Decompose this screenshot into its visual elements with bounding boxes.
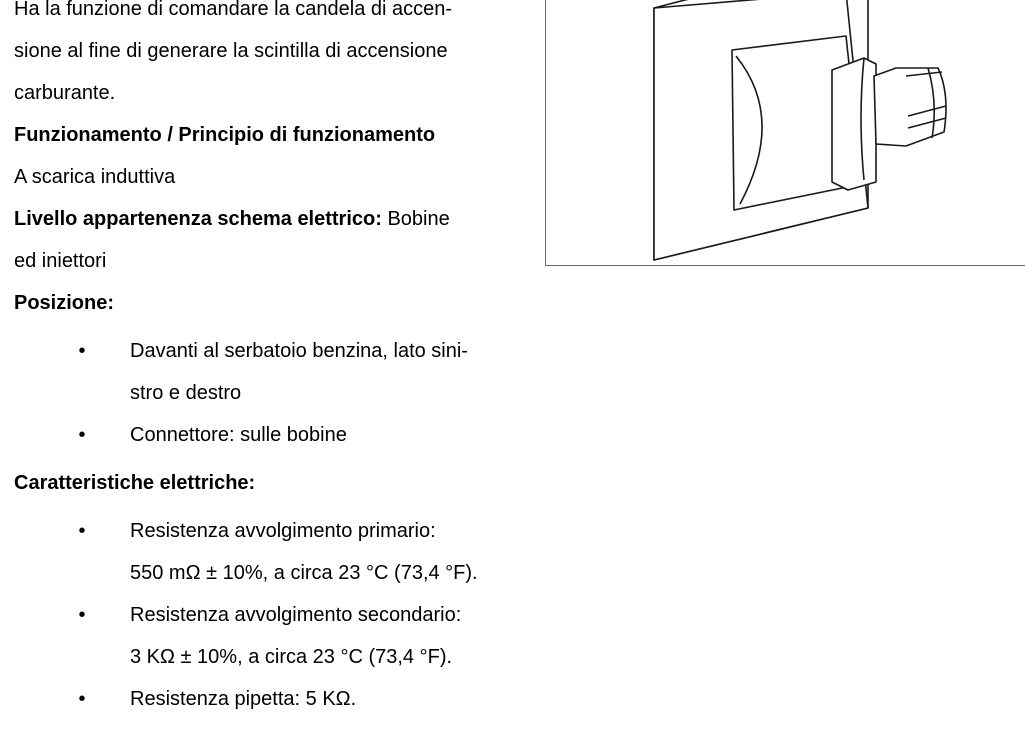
bullet-icon: •	[78, 424, 86, 446]
function-heading: Funzionamento / Principio di funzionamento	[14, 124, 436, 146]
list-item: • Resistenza pipetta: 5 KΩ.	[14, 678, 529, 720]
ignition-coil-icon	[546, 0, 1025, 266]
document-text-column	[14, 0, 529, 720]
electrical-heading: Caratteristiche elettriche:	[14, 472, 256, 494]
list-item: • Resistenza avvolgimento secondario: 3 KΩ ± 10%, a circa 23 °C (73,4 °F).	[14, 594, 529, 678]
wiring-level-label: Livello appartenenza schema elettrico:	[14, 208, 382, 230]
intro-line-3: carburante.	[14, 82, 116, 104]
wiring-level-line	[14, 198, 529, 240]
function-value: A scarica induttiva	[14, 166, 176, 188]
list-item: • Davanti al serbatoio benzina, lato sini- stro e destro	[14, 330, 529, 414]
wiring-level-value-cont: ed iniettori	[14, 250, 107, 272]
bullet-icon: •	[78, 688, 86, 710]
list-item: • Connettore: sulle bobine	[14, 414, 529, 456]
position-list	[14, 330, 529, 456]
bullet-icon: •	[78, 604, 86, 626]
intro-line-2: sione al fine di generare la scintilla di accensione	[14, 40, 448, 62]
list-item: • Resistenza avvolgimento primario: 550 mΩ ± 10%, a circa 23 °C (73,4 °F).	[14, 510, 529, 594]
intro-line-1: Ha la funzione di comandare la candela di accen-	[14, 0, 453, 20]
wiring-level-value: Bobine	[381, 208, 450, 230]
ignition-coil-illustration	[545, 0, 1025, 266]
electrical-list	[14, 510, 529, 720]
position-heading: Posizione:	[14, 292, 115, 314]
bullet-icon: •	[78, 340, 86, 362]
bullet-icon: •	[78, 520, 86, 542]
